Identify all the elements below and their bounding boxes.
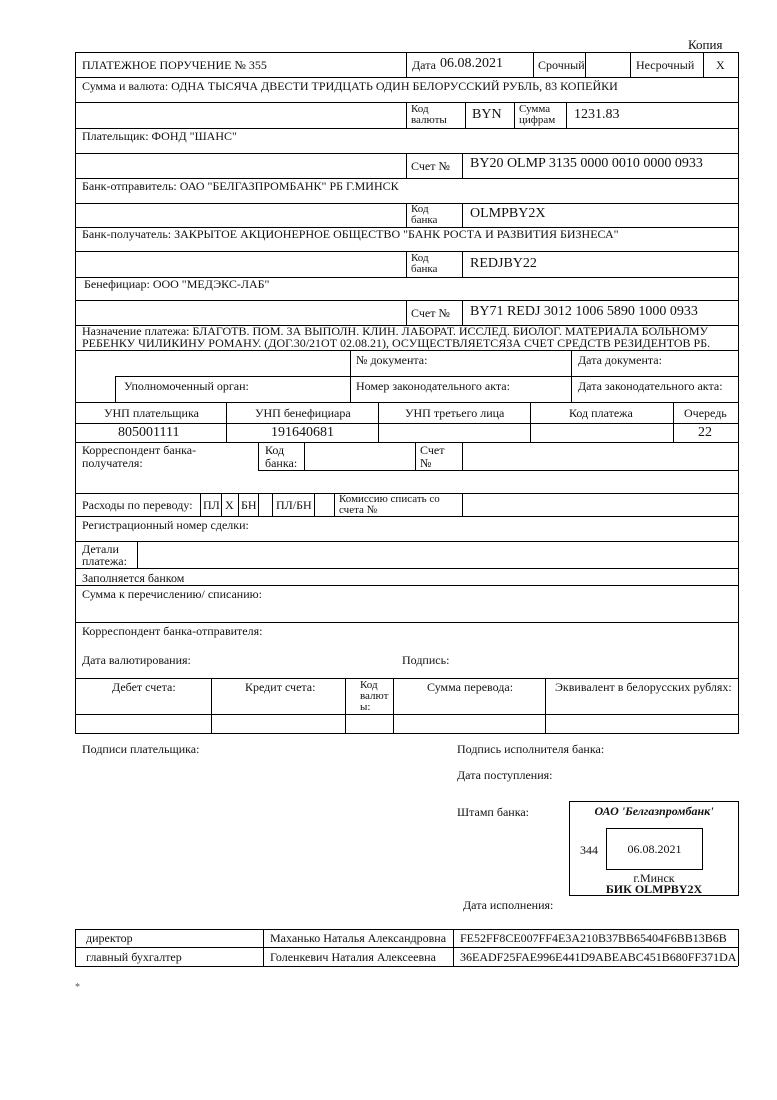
payment-details-label: Детали платежа: [82,542,127,568]
stamp-city: г.Минск [633,871,675,885]
payer-account-label: Счет № [411,159,450,173]
signer-role: главный бухгалтер [86,950,182,964]
nonurgent-label: Несрочный [636,58,695,72]
expenses-x-mark: Х [225,498,234,512]
beneficiary-account: BY71 REDJ 3012 1006 5890 1000 0933 [470,304,698,319]
receiver-bank-code-label: Код банка [411,252,438,275]
receiver-bank-code: REDJBY22 [470,256,537,271]
stamp-date: 06.08.2021 [627,842,682,856]
executor-signature-label: Подпись исполнителя банка: [457,742,605,756]
currency-code: BYN [472,107,502,122]
sender-bank-code: OLMPBY2X [470,206,546,221]
stamp-bank-name: ОАО 'Белгазпромбанк' [594,804,714,818]
authority-label: Уполномоченный орган: [124,379,249,393]
commission-label: Комиссию списать со счета № [339,493,440,516]
beneficiary-unp: 191640681 [271,425,334,440]
sender-correspondent-label: Корреспондент банка-отправителя: [82,624,263,638]
sender-bank-code-label: Код банка [411,203,438,226]
third-party-unp-label: УНП третьего лица [405,406,505,420]
beneficiary-unp-label: УНП бенефициара [255,406,351,420]
payer-label: Плательщик: ФОНД "ШАНС" [82,129,237,143]
doc-number-label: № документа: [356,353,428,367]
currency-code-header: Код валют ы: [360,679,389,713]
payer-unp: 805001111 [118,425,180,440]
currency-code-label: Код валюты [411,103,447,126]
queue-label: Очередь [684,406,727,420]
transfer-sum-label: Сумма к перечислению/ списанию: [82,587,262,601]
copy-label: Копия [688,37,723,52]
credit-account-label: Кредит счета: [245,680,316,694]
payment-code-label: Код платежа [569,406,633,420]
beneficiary-account-label: Счет № [411,306,450,320]
urgent-label: Срочный [538,58,585,72]
debit-account-label: Дебет счета: [112,680,176,694]
signer-role: директор [86,931,133,945]
payer-account: BY20 OLMP 3135 0000 0010 0000 0933 [470,156,703,171]
bank-stamp-label: Штамп банка: [457,805,529,819]
date-label: Дата [412,58,436,72]
stamp-date-box [606,828,703,870]
document-date: 06.08.2021 [440,56,503,71]
amount-words: Сумма и валюта: ОДНА ТЫСЯЧА ДВЕСТИ ТРИДЦАТЬ ОДИН БЕЛОРУССКИЙ РУБЛЬ, 83 КОПЕЙКИ [82,79,618,93]
expenses-pl: ПЛ [203,498,220,512]
payer-signatures-label: Подписи плательщика: [82,742,200,756]
receiver-correspondent-label: Корреспондент банка- получателя: [82,443,197,470]
document-number: № 355 [234,58,267,72]
act-date-label: Дата законодательного акта: [578,379,723,393]
stamp-bic: БИК OLMPBY2X [605,882,703,896]
signer-name: Маханько Наталья Александровна [270,931,447,945]
signer-hash: 36EADF25FAE996E441D9ABEABC451B680FF371DA [460,950,737,964]
act-number-label: Номер законодательного акта: [356,379,510,393]
signer-name: Голенкевич Наталия Алексеевна [270,950,436,964]
expenses-plbn: ПЛ/БН [276,498,312,512]
bank-fill-label: Заполняется банком [82,571,185,585]
stamp-number: 344 [580,843,598,857]
correspondent-code-label: Код банка: [265,443,298,470]
nonurgent-mark: X [716,58,725,72]
correspondent-account-label: Счет № [420,443,445,470]
queue-value: 22 [698,425,712,440]
sum-digits: 1231.83 [574,107,620,122]
expenses-label: Расходы по переводу: [82,498,193,512]
transfer-sum-header: Сумма перевода: [427,680,514,694]
receipt-date-label: Дата поступления: [457,768,553,782]
value-date-label: Дата валютирования: [82,653,191,667]
beneficiary-label: Бенефициар: ООО "МЕДЭКС-ЛАБ" [84,277,270,291]
equivalent-header: Эквивалент в белорусских рублях: [555,680,732,694]
signer-hash: FE52FF8CE007FF4E3A210B37BB65404F6BB13B6B [460,931,727,945]
document-title: ПЛАТЕЖНОЕ ПОРУЧЕНИЕ № 355 [82,58,267,72]
payer-unp-label: УНП плательщика [104,406,199,420]
payment-purpose: Назначение платежа: БЛАГОТВ. ПОМ. ЗА ВЫПОЛН. КЛИН. ЛАБОРАТ. ИССЛЕД. БИОЛОГ. МАТЕРИАЛА БОЛЬНОМУ РЕБЕНКУ ЧИЛИКИНУ РОМАНУ. (ДОГ.30/21ОТ 02.08.21), ОСУЩЕСТВЛЯЕТСЯЗА СЧЕТ СРЕДСТВ РЕЗИДЕНТОВ РБ. [82,324,711,350]
doc-date-label: Дата документа: [578,353,662,367]
sender-bank-label: Банк-отправитель: ОАО "БЕЛГАЗПРОМБАНК" РБ Г.МИНСК [82,179,399,193]
registration-label: Регистрационный номер сделки: [82,518,249,532]
footnote-asterisk: * [75,982,80,993]
signature-label: Подпись: [402,653,450,667]
expenses-bn: БН [241,498,257,512]
sum-digits-label: Сумма цифрам [519,103,556,126]
receiver-bank-label: Банк-получатель: ЗАКРЫТОЕ АКЦИОНЕРНОЕ ОБЩЕСТВО "БАНК РОСТА И РАЗВИТИЯ БИЗНЕСА" [82,227,619,241]
execution-date-label: Дата исполнения: [463,898,554,912]
bank-stamp [569,801,739,896]
